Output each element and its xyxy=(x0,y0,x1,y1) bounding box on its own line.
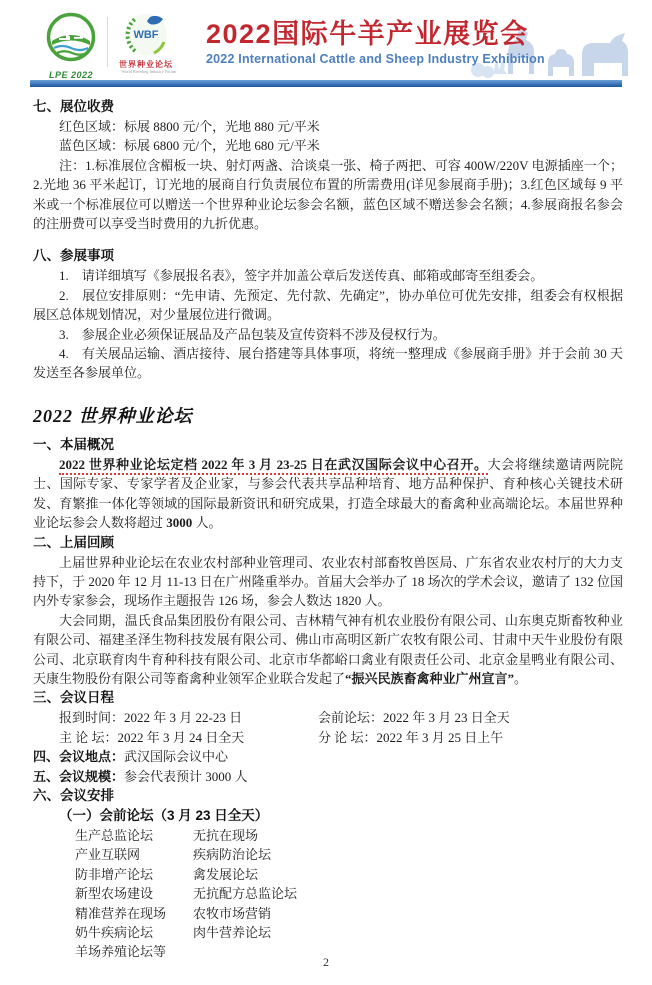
forum-main-heading: 2022 世界种业论坛 xyxy=(33,405,193,426)
review-paragraph-1: 上届世界种业论坛在农业农村部种业管理司、农业农村部畜牧兽医局、广东省农业农村厅的大力支持下，于 2020 年 12 月 11-13 日在广州隆重举办。首届大会举办了 18 场次的学术会议，邀请了 132 位国内外专家参会，现场作主题报告 126 场，参会人数达 1820 人。 xyxy=(33,554,623,609)
exhibit-item-3: 3. 参展企业必须保证展品及产品包装及宣传资料不涉及侵权行为。 xyxy=(59,326,446,342)
schedule-registration-time: 报到时间：2022 年 3 月 22-23 日 xyxy=(59,710,243,726)
exhibition-subtitle: 2022 International Cattle and Sheep Industry Exhibition xyxy=(206,52,545,66)
venue-label: 四、会议地点： xyxy=(33,749,125,765)
preforum-topic: 农牧市场营销 xyxy=(193,905,272,921)
preforum-topic: 禽发展论坛 xyxy=(193,866,259,882)
preforum-topic: 生产总监论坛 xyxy=(75,827,154,843)
page-header xyxy=(0,0,652,90)
logo-divider xyxy=(107,17,108,67)
guangzhou-declaration: “振兴民族畜禽种业广州宣言” xyxy=(345,670,515,686)
fee-line-blue-zone: 蓝色区域：标展 6800 元/个，光地 680 元/平米 xyxy=(59,138,320,154)
booth-fees-note: 注：1.标准展位含楣板一块、射灯两盏、洽谈桌一张、椅子两把、可容 400W/220V 电源插座一个；2.光地 36 平米起订，订光地的展商自行负责展位布置的所需费用(详见参展商手册)；3.红色区域每 9 平米或一个标准展位可以赠送一个世界种业论坛参会名额，蓝色区域不赠送参会名额；4.参展商报名参会的注册费可以享受当时费用的九折优惠。 xyxy=(33,157,623,232)
preforum-topic: 羊场养殖论坛等 xyxy=(75,944,167,960)
document-body xyxy=(33,97,623,962)
preforum-topic: 奶牛疾病论坛 xyxy=(75,925,154,940)
wbf-logo-en-name: World Breeding Industry Forum xyxy=(121,70,177,75)
preforum-topic: 无抗配方总监论坛 xyxy=(193,886,298,902)
preforum-topic: 肉牛营养论坛 xyxy=(193,925,272,940)
section-heading-overview: 一、本届概况 xyxy=(33,436,114,452)
schedule-sub-forum-time: 分 论 坛：2022 年 3 月 25 日上午 xyxy=(318,729,504,745)
forum-attendee-count: 3000 xyxy=(166,515,193,531)
exhibit-item-1: 1. 请详细填写《参展报名表》，签字并加盖公章后发送传真、邮箱或邮寄至组委会。 xyxy=(59,268,544,284)
header-rule xyxy=(30,80,622,87)
preforum-column-1 xyxy=(75,826,193,962)
preforum-topic: 防非增产论坛 xyxy=(75,866,154,882)
schedule-preforum-time: 会前论坛：2022 年 3 月 23 日全天 xyxy=(318,710,510,726)
schedule-row-2 xyxy=(33,728,623,747)
exhibit-item-2: 2. 展位安排原则：“先申请、先预定、先付款、先确定”，协办单位可优先安排，组委会有权根据展区总体规划情况，对少量展位进行微调。 xyxy=(33,287,623,323)
lpe-logo xyxy=(44,12,98,80)
section-heading-booth-fees: 七、展位收费 xyxy=(33,99,114,114)
preforum-topic: 精准营养在现场 xyxy=(75,905,167,921)
header-title-block xyxy=(206,19,545,66)
forum-overview-tail: 人。 xyxy=(192,515,222,531)
preforum-topic-columns xyxy=(33,826,623,962)
lpe-logo-icon xyxy=(45,12,97,64)
exhibit-item-4: 4. 有关展品运输、酒店接待、展台搭建等具体事项，将统一整理成《参展商手册》并于会前 30 天发送至各参展单位。 xyxy=(33,346,623,381)
wbf-logo xyxy=(117,12,175,75)
fee-line-red-zone: 红色区域：标展 8800 元/个，光地 880 元/平米 xyxy=(59,119,320,134)
preforum-topic: 产业互联网 xyxy=(75,847,141,863)
wbf-logo-cn-name: 世界种业论坛 xyxy=(119,60,173,69)
forum-overview-paragraph xyxy=(33,455,623,533)
section-heading-exhibit-items: 八、参展事项 xyxy=(33,248,114,264)
venue-line xyxy=(33,747,623,766)
review-paragraph-2 xyxy=(33,611,623,689)
preforum-topic: 疾病防治论坛 xyxy=(193,847,272,863)
preforum-topic: 无抗在现场 xyxy=(193,827,259,843)
forum-overview-text: 大会将继续邀请两院院士、国际专家、专家学者及企业家，与参会代表共享品种培育、地方品种保护、育种核心关键技术研发、育繁推一体化等领域的国际最新资讯和研究成果，打造全球最大的畜禽种业高端论坛。本届世界种业论坛参会人数将超过 xyxy=(33,456,623,531)
exhibition-title: 2022国际牛羊产业展览会 xyxy=(206,19,529,49)
scale-value: 参会代表预计 3000 人 xyxy=(124,768,248,784)
lpe-logo-label: LPE 2022 xyxy=(48,70,94,80)
logo-group xyxy=(44,12,175,80)
schedule-row-1 xyxy=(33,708,623,727)
preforum-topic: 新型农场建设 xyxy=(75,886,154,902)
preforum-column-2 xyxy=(193,826,297,962)
wbf-logo-label: WBF xyxy=(133,29,159,41)
section-heading-review: 二、上届回顾 xyxy=(33,534,114,550)
section-heading-arrangement: 六、会议安排 xyxy=(33,787,114,803)
scale-line xyxy=(33,767,623,786)
page-number: 2 xyxy=(323,955,329,969)
review-paragraph-2-tail: 。 xyxy=(514,670,528,686)
scale-label: 五、会议规模： xyxy=(33,768,125,784)
review-companies-text: 大会同期，温氏食品集团股份有限公司、吉林精气神有机农业股份有限公司、山东奥克斯畜牧种业有限公司、福建圣泽生物科技发展有限公司、佛山市高明区新广农牧有限公司、甘肃中天牛业股份有限公司、北京联育肉牛育种科技有限公司、北京市华都峪口禽业有限责任公司、北京金星鸭业有限公司、天康生物股份有限公司等畜禽种业领军企业联合发起了 xyxy=(33,612,623,686)
section-heading-schedule: 三、会议日程 xyxy=(33,690,114,706)
venue-value: 武汉国际会议中心 xyxy=(124,749,229,765)
schedule-main-forum-time: 主 论 坛：2022 年 3 月 24 日全天 xyxy=(59,729,245,745)
preforum-heading: （一）会前论坛（3 月 23 日全天） xyxy=(59,807,269,823)
forum-date-emphasis: 2022 世界种业论坛定档 2022 年 3 月 23-25 日在武汉国际会议中心召开。 xyxy=(59,457,488,475)
